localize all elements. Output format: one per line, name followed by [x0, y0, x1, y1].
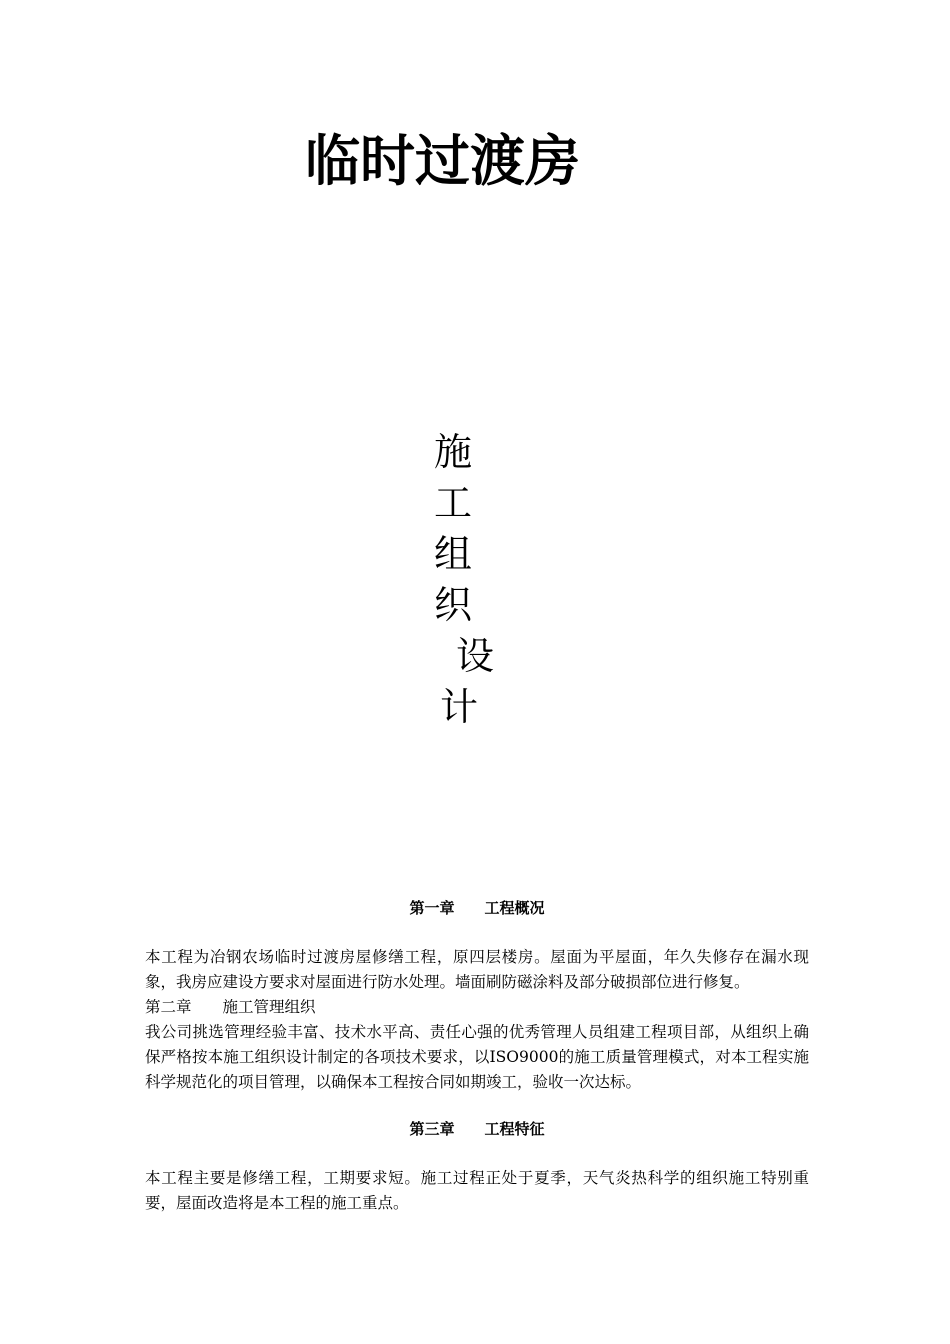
vertical-subtitle: [434, 427, 514, 733]
chapter-3-paragraph: 本工程主要是修缮工程，工期要求短。施工过程正处于夏季，天气炎热科学的组织施工特别重要，屋面改造将是本工程的施工重点。: [145, 1169, 809, 1212]
spacer: [145, 921, 809, 945]
subtitle-char: 设: [456, 634, 495, 678]
chapter-2-paragraph: 我公司挑选管理经验丰富、技术水平高、责任心强的优秀管理人员组建工程项目部，从组织上确保严格按本施工组织设计制定的各项技术要求，以ISO9000的施工质量管理模式，对本工程实施科学规范化的项目管理，以确保本工程按合同如期竣工，验收一次达标。: [145, 1023, 809, 1091]
chapter-1-heading: 第一章 工程概况: [409, 899, 545, 917]
chapter-2-heading: 第二章 施工管理组织: [145, 998, 316, 1016]
spacer: [145, 1142, 809, 1166]
chapter-3-heading: 第三章 工程特征: [409, 1120, 545, 1138]
chapter-1-paragraph: 本工程为冶钢农场临时过渡房屋修缮工程，原四层楼房。屋面为平屋面，年久失修存在漏水现象，我房应建设方要求对屋面进行防水处理。墙面刷防磁涂料及部分破损部位进行修复。: [145, 948, 809, 991]
document-body: [145, 896, 809, 1216]
document-title: 临时过渡房: [305, 129, 581, 193]
subtitle-char: 工: [434, 481, 473, 525]
spacer: [145, 1095, 809, 1117]
subtitle-char: 计: [440, 685, 479, 729]
subtitle-char: 组: [434, 532, 473, 576]
subtitle-char: 施: [434, 430, 473, 474]
subtitle-char: 织: [434, 583, 473, 627]
